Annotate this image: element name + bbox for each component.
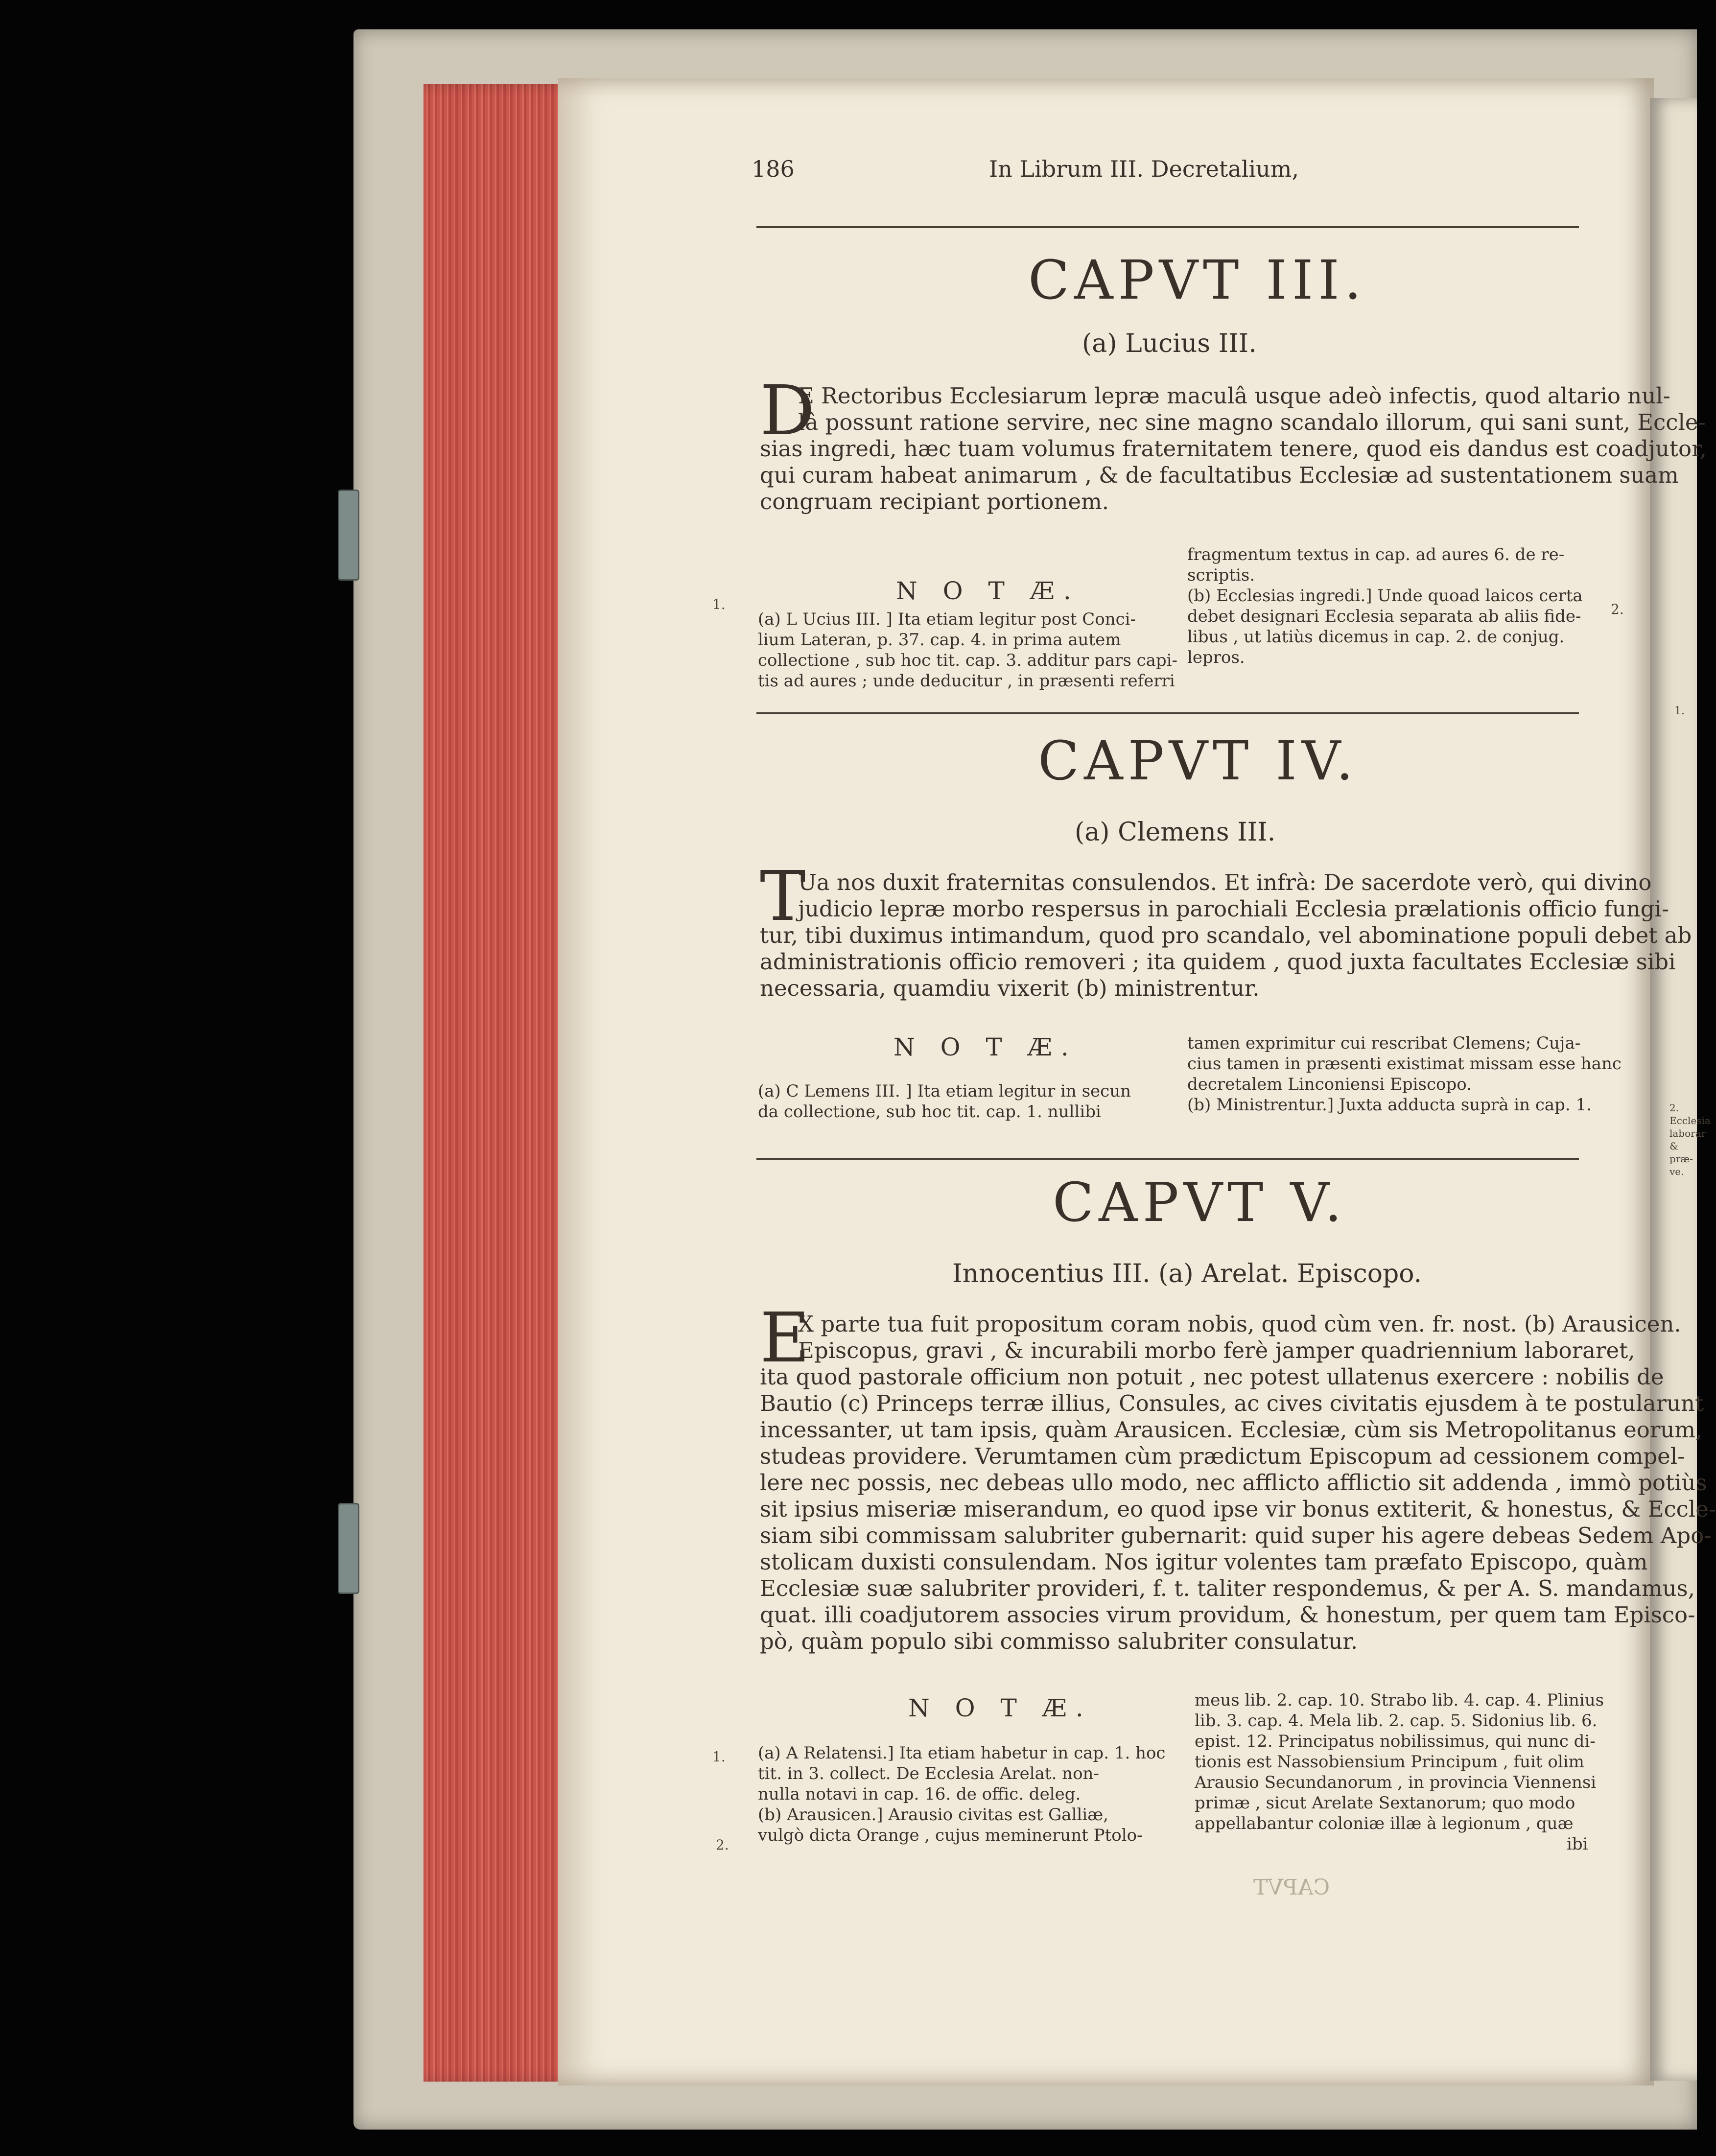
note-line: (b) Arausicen.] Arausio civitas est Galliæ, [758, 1805, 1108, 1825]
note-line: tamen exprimitur cui rescribat Clemens; Cuja- [1187, 1033, 1581, 1053]
note-line: Arausio Secundanorum , in provincia Viennensi [1195, 1773, 1597, 1792]
text-line: Ua nos duxit fraternitas consulendos. Et infrà: De sacerdote verò, qui divino [798, 869, 1652, 895]
text-line: sit ipsius miseriæ miserandum, eo quod ipse vir bonus extiterit, & honestus, & Eccle- [760, 1496, 1716, 1522]
caput-3-author: (a) Lucius III. [1082, 329, 1257, 358]
caput-3-text [760, 383, 1707, 515]
note-line: appellabantur coloniæ illæ à legionum , quæ [1195, 1814, 1574, 1833]
text-line: lâ possunt ratione servire, nec sine magno scandalo illorum, qui sani sunt, Eccle- [798, 409, 1706, 435]
text-line: Ecclesiæ suæ salubriter provideri, f. t. taliter respondemus, & per A. S. mandamus, [760, 1575, 1695, 1601]
caput-4-notes-right [1187, 1033, 1622, 1115]
caput-4-notes-left [758, 1081, 1131, 1122]
text-line: ita quod pastorale officium non potuit , nec potest ullatenus exercere : nobilis de [760, 1364, 1664, 1390]
note-line: tionis est Nassobiensium Principum , fuit olim [1195, 1752, 1584, 1772]
caput-4-title: CAPVT IV. [1038, 729, 1359, 792]
text-line: sias ingredi, hæc tuam volumus fraternitatem tenere, quod eis dandus est coadjutor, [760, 436, 1707, 462]
section-rule [756, 712, 1579, 714]
margin-note-right: 2. [1611, 601, 1624, 617]
caput-3-dropcap: D [760, 371, 815, 451]
caput-5-author: Innocentius III. (a) Arelat. Episcopo. [952, 1259, 1422, 1289]
caput-5-notes-title: N O T Æ. [908, 1694, 1092, 1722]
text-line: Bautio (c) Princeps terræ illius, Consules, ac cives civitatis ejusdem à te postularunt [760, 1390, 1704, 1416]
section-rule [756, 1158, 1579, 1160]
text-line: judicio lepræ morbo respersus in parochiali Ecclesia prælationis officio fungi- [798, 896, 1669, 922]
note-line: tis ad aures ; unde deducitur , in præsenti referri [758, 671, 1175, 691]
caput-4-notes-title: N O T Æ. [893, 1033, 1078, 1061]
margin-note-left: 1. [712, 596, 726, 612]
bleed-through-text: CAPVT [1253, 1875, 1330, 1900]
note-line: decretalem Linconiensi Episcopo. [1187, 1075, 1472, 1094]
note-line: (a) L Ucius III. ] Ita etiam legitur post Conci- [758, 609, 1136, 629]
facing-margin-notes [1669, 1101, 1711, 1178]
note-line: da collectione, sub hoc tit. cap. 1. nullibi [758, 1102, 1101, 1122]
catchword: ibi [1567, 1834, 1588, 1854]
note-line: lium Lateran, p. 37. cap. 4. in prima autem [758, 630, 1121, 650]
text-line: tur, tibi duximus intimandum, quod pro scandalo, vel abominatione populi debet ab [760, 922, 1692, 948]
note-line: scriptis. [1187, 565, 1255, 585]
note-line [758, 588, 1177, 609]
text-line: X parte tua fuit propositum coram nobis, quod cùm ven. fr. nost. (b) Arausicen. [798, 1311, 1681, 1337]
note-line: (a) C Lemens III. ] Ita etiam legitur in secun [758, 1081, 1131, 1101]
margin-note-left: 1. [712, 1749, 726, 1765]
note-line: (a) A Relatensi.] Ita etiam habetur in cap. 1. hoc [758, 1743, 1166, 1763]
caput-5-title: CAPVT V. [1053, 1171, 1347, 1234]
facing-margin-note: 1. [1674, 705, 1685, 717]
caput-5-text [760, 1311, 1716, 1655]
text-line: pò, quàm populo sibi commisso salubriter consulatur. [760, 1628, 1358, 1654]
text-line: incessanter, ut tam ipsis, quàm Arausicen. Ecclesiæ, cùm sis Metropolitanus eorum, [760, 1417, 1703, 1443]
text-line: necessaria, quamdiu vixerit (b) ministrentur. [760, 975, 1260, 1001]
note-line: lib. 3. cap. 4. Mela lib. 2. cap. 5. Sidonius lib. 6. [1195, 1711, 1598, 1731]
caput-4-author: (a) Clemens III. [1075, 818, 1276, 847]
note-line: collectione , sub hoc tit. cap. 3. additur pars capi- [758, 651, 1178, 670]
text-line: stolicam duxisti consulendam. Nos igitur volentes tam præfato Episcopo, quàm [760, 1549, 1648, 1575]
text-line: Episcopus, gravi , & incurabili morbo ferè jamper quadriennium laboraret, [798, 1337, 1635, 1363]
header-rule [756, 226, 1579, 228]
margin-line: & præ- [1669, 1140, 1693, 1165]
note-line: cius tamen in præsenti existimat missam esse hanc [1187, 1054, 1622, 1074]
note-line: debet designari Ecclesia separata ab aliis fide- [1187, 607, 1581, 626]
note-line: (b) Ministrentur.] Juxta adducta suprà in cap. 1. [1187, 1095, 1592, 1115]
margin-line: ve. [1669, 1166, 1684, 1177]
page-number: 186 [752, 156, 795, 182]
note-line: (b) Ecclesias ingredi.] Unde quoad laicos certa [1187, 586, 1583, 606]
note-line: meus lib. 2. cap. 10. Strabo lib. 4. cap. 4. Plinius [1195, 1690, 1604, 1710]
clasp-lower [338, 1503, 359, 1594]
note-line: vulgò dicta Orange , cujus meminerunt Ptolo- [758, 1826, 1143, 1845]
text-line: quat. illi coadjutorem associes virum providum, & honestum, per quem tam Episco- [760, 1602, 1695, 1628]
text-line: qui curam habeat animarum , & de facultatibus Ecclesiæ ad sustentationem suam [760, 462, 1679, 488]
text-line: siam sibi commissam salubriter gubernarit: quid super his agere debeas Sedem Apo- [760, 1523, 1712, 1548]
margin-note-left: 2. [716, 1837, 729, 1853]
note-line: nulla notavi in cap. 16. de offic. deleg. [758, 1784, 1081, 1804]
note-line: fragmentum textus in cap. ad aures 6. de re- [1187, 545, 1565, 564]
margin-line: Ecclesia [1669, 1115, 1711, 1126]
text-line: lere nec possis, nec debeas ullo modo, nec afflicto afflictio sit addenda , immò potiùs [760, 1470, 1707, 1496]
caput-4-text [760, 869, 1692, 1002]
note-line: epist. 12. Principatus nobilissimus, qui nunc di- [1195, 1732, 1596, 1751]
margin-line: laborar [1669, 1127, 1706, 1139]
clasp-upper [338, 490, 359, 581]
text-line: E Rectoribus Ecclesiarum lepræ maculâ usque adeò infectis, quod altario nul- [798, 383, 1670, 409]
note-line: libus , ut latiùs dicemus in cap. 2. de conjug. [1187, 627, 1565, 647]
text-line: congruam recipiant portionem. [760, 489, 1109, 515]
caput-3-notes-left [758, 588, 1177, 691]
margin-line: 2. [1669, 1102, 1679, 1114]
caput-5-dropcap: E [760, 1298, 810, 1378]
text-line: administrationis officio removeri ; ita quidem , quod juxta facultates Ecclesiæ sibi [760, 949, 1676, 975]
note-line: tit. in 3. collect. De Ecclesia Arelat. non- [758, 1764, 1099, 1783]
caput-4-dropcap: T [760, 857, 806, 937]
caput-3-notes-right [1187, 544, 1583, 668]
caput-5-notes-left [758, 1743, 1165, 1846]
text-line: studeas providere. Verumtamen cùm prædictum Episcopum ad cessionem compel- [760, 1443, 1685, 1469]
caput-3-notes-title: N O T Æ. [896, 577, 1080, 605]
caput-3-title: CAPVT III. [1028, 249, 1366, 311]
running-title: In Librum III. Decretalium, [989, 156, 1299, 182]
caput-5-notes-right [1195, 1690, 1604, 1834]
note-line: lepros. [1187, 648, 1245, 667]
note-line: primæ , sicut Arelate Sextanorum; quo modo [1195, 1793, 1575, 1813]
